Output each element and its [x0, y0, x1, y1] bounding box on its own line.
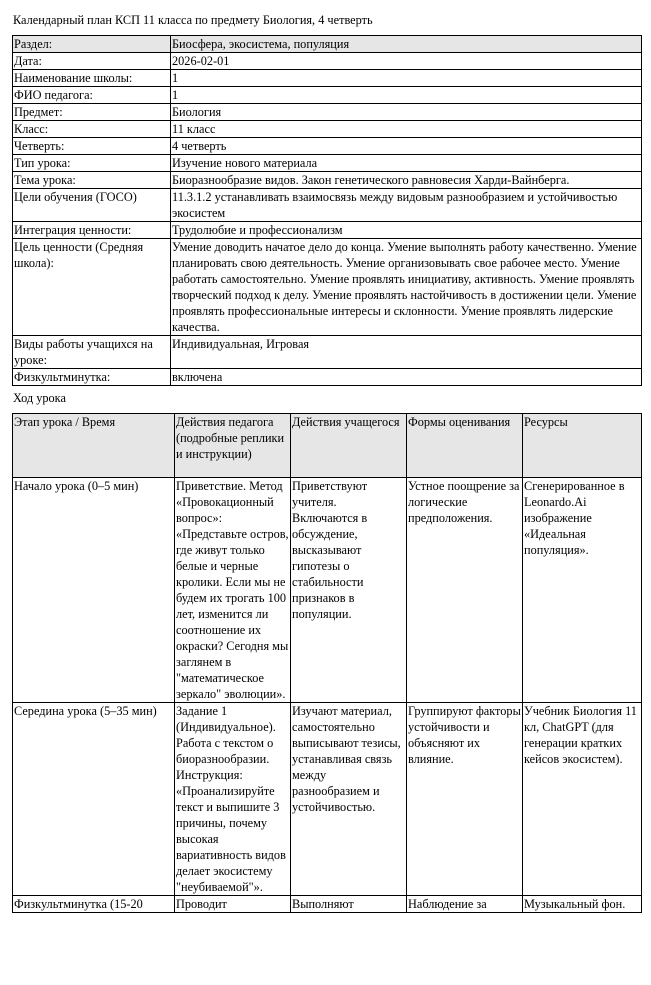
info-label: Класс: — [13, 121, 171, 138]
info-row — [13, 104, 642, 121]
info-value: включена — [171, 369, 642, 386]
info-value: Умение доводить начатое дело до конца. Умение выполнять работу качественно. Умение планировать свою деятельность. Умение организовывать свое рабочее место. Умение работать самостоятельно. Умение проявлять инициативу, активность. Умение проявлять творческий подход к делу. Умение проявлять настойчивость в достижении цели. Умение проявлять профессиональные интересы и склонности. Умение проявлять лидерские качества. — [171, 239, 642, 336]
info-value: Индивидуальная, Игровая — [171, 336, 642, 369]
info-value: Биоразнообразие видов. Закон генетического равновесия Харди-Вайнберга. — [171, 172, 642, 189]
lesson-cell: Учебник Биология 11 кл, ChatGPT (для генерации кратких кейсов экосистем). — [523, 703, 642, 896]
info-label: Четверть: — [13, 138, 171, 155]
info-label: Цель ценности (Средняя школа): — [13, 239, 171, 336]
info-row — [13, 189, 642, 222]
info-row — [13, 336, 642, 369]
info-label: Тема урока: — [13, 172, 171, 189]
info-row — [13, 138, 642, 155]
lesson-row — [13, 896, 642, 913]
info-row — [13, 70, 642, 87]
lesson-cell: Физкультминутка (15-20 — [13, 896, 175, 913]
info-label: Дата: — [13, 53, 171, 70]
lesson-cell: Музыкальный фон. — [523, 896, 642, 913]
lesson-header-cell: Этап урока / Время — [13, 414, 175, 478]
lesson-cell: Середина урока (5–35 мин) — [13, 703, 175, 896]
info-value: Изучение нового материала — [171, 155, 642, 172]
lesson-header-cell: Действия педагога (подробные реплики и инструкции) — [175, 414, 291, 478]
lesson-header-cell: Формы оценивания — [407, 414, 523, 478]
info-label: Интеграция ценности: — [13, 222, 171, 239]
document-title: Календарный план КСП 11 класса по предмету Биология, 4 четверть — [13, 13, 373, 27]
info-row — [13, 87, 642, 104]
info-label: ФИО педагога: — [13, 87, 171, 104]
lesson-row — [13, 478, 642, 703]
lesson-header-cell: Ресурсы — [523, 414, 642, 478]
info-value: 2026-02-01 — [171, 53, 642, 70]
lesson-cell: Приветствие. Метод «Провокационный вопрос»: «Представьте остров, где живут только белые и черные кролики. Если мы не будем их трогать 100 лет, изменится ли соотношение их окраски? Сегодня мы заглянем в "математическое зеркало" эволюции». — [176, 479, 289, 701]
lesson-cell: Изучают материал, самостоятельно выписывают тезисы, устанавливая связь между разнообразием и устойчивостью. — [291, 703, 407, 896]
lesson-cell: Группируют факторы устойчивости и объясняют их влияние. — [407, 703, 523, 896]
info-label: Физкультминутка: — [13, 369, 171, 386]
info-label: Виды работы учащихся на уроке: — [13, 336, 171, 369]
info-row — [13, 53, 642, 70]
info-value: 4 четверть — [171, 138, 642, 155]
lesson-cell: Проводит — [175, 896, 291, 913]
lesson-progress-heading: Ход урока — [13, 391, 66, 405]
info-label: Тип урока: — [13, 155, 171, 172]
info-value: Биология — [171, 104, 642, 121]
info-row — [13, 369, 642, 386]
info-value: 11.3.1.2 устанавливать взаимосвязь между видовым разнообразием и устойчивостью экосистем — [171, 189, 642, 222]
info-value: 1 — [171, 70, 642, 87]
info-value: Трудолюбие и профессионализм — [171, 222, 642, 239]
lesson-cell: Начало урока (0–5 мин) — [13, 478, 175, 703]
lesson-cell: Устное поощрение за логические предположения. — [407, 478, 523, 703]
lesson-table — [12, 413, 642, 913]
lesson-header-cell: Действия учащегося — [291, 414, 407, 478]
info-label: Наименование школы: — [13, 70, 171, 87]
info-label: Раздел: — [13, 36, 171, 53]
info-row — [13, 36, 642, 53]
lesson-cell: Задание 1 (Индивидуальное). Работа с текстом о биоразнообразии. Инструкция: «Проанализируйте текст и выпишите 3 причины, почему высокая вариативность видов делает экосистему "неубиваемой"». — [175, 703, 291, 896]
lesson-cell: Сгенерированное в Leonardo.Ai изображение «Идеальная популяция». — [523, 478, 642, 703]
info-row — [13, 121, 642, 138]
info-value: Биосфера, экосистема, популяция — [171, 36, 642, 53]
info-table — [12, 35, 642, 386]
lesson-cell: Выполняют — [291, 896, 407, 913]
lesson-cell: Приветствуют учителя. Включаются в обсуждение, высказывают гипотезы о стабильности признаков в популяции. — [291, 478, 407, 703]
lesson-header-row — [13, 414, 642, 478]
info-value: 11 класс — [171, 121, 642, 138]
info-row — [13, 172, 642, 189]
info-label: Цели обучения (ГОСО) — [13, 189, 171, 222]
lesson-cell: Наблюдение за — [407, 896, 523, 913]
lesson-row — [13, 703, 642, 896]
info-value: 1 — [171, 87, 642, 104]
info-label: Предмет: — [13, 104, 171, 121]
info-row — [13, 239, 642, 336]
info-row — [13, 222, 642, 239]
info-row — [13, 155, 642, 172]
